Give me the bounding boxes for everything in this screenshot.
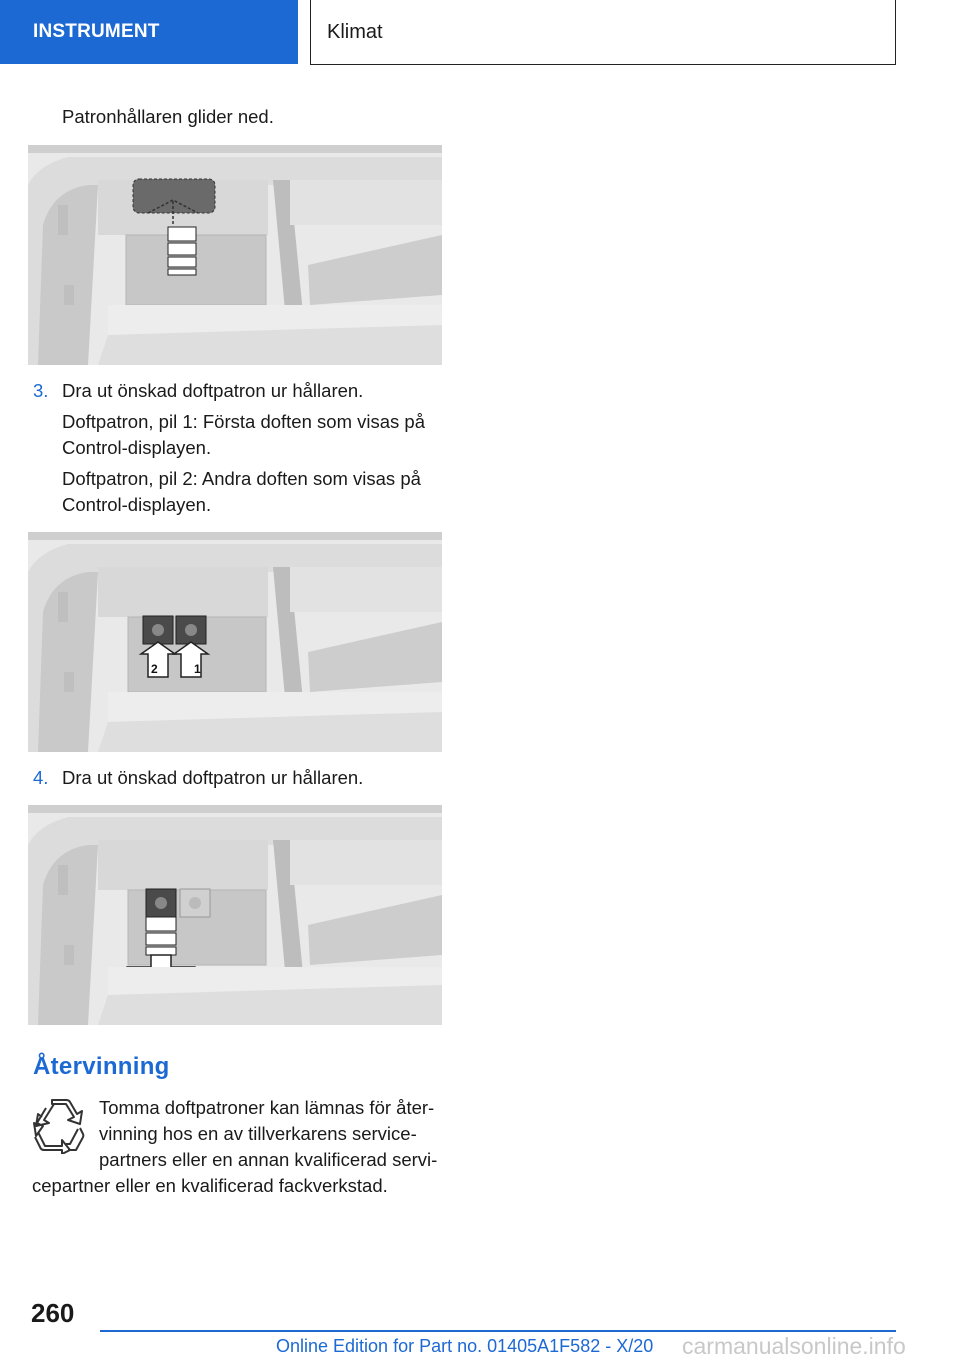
figure-cartridges-arrows [28,532,442,752]
recycling-line-1: Tomma doftpatroner kan lämnas för åter- [99,1097,435,1118]
step3-line-4: Doftpatron, pil 2: Andra doften som visas på [62,468,421,489]
recycling-line-2: vinning hos en av tillverkarens service- [99,1123,417,1144]
recycling-line-4: cepartner eller en kvalificerad fackverkstad. [32,1175,388,1196]
footer-divider [100,1330,896,1332]
figure-arrow-label-2: 2 [151,662,158,676]
header-section-tab[interactable] [0,0,298,64]
watermark: carmanualsonline.info [682,1333,906,1359]
figure-arrow-label-1: 1 [194,662,201,676]
header-chapter-box [310,0,896,65]
section-title-recycling: Återvinning [33,1053,170,1080]
figure-holder-slides-down [28,145,442,365]
recycling-line-3: partners eller en annan kvalificerad servi- [99,1149,438,1170]
page-number: 260 [31,1298,75,1328]
step4-text: Dra ut önskad doftpatron ur hållaren. [62,767,364,788]
step3-line-1: Dra ut önskad doftpatron ur hållaren. [62,380,364,401]
step3-line-2: Doftpatron, pil 1: Första doften som visas på [62,411,425,432]
recycle-icon [32,1098,86,1154]
figure-pull-cartridge [28,805,442,1025]
intro-text: Patronhållaren glider ned. [62,106,274,127]
step-number-4: 4. [33,767,49,788]
footer-edition-link[interactable]: Online Edition for Part no. 01405A1F582 - X/20 [276,1336,654,1356]
step3-line-3: Control-displayen. [62,437,212,458]
step3-line-5: Control-displayen. [62,494,212,515]
step-number-3: 3. [33,380,49,401]
header-section-label: INSTRUMENT [33,21,160,42]
header-chapter-label: Klimat [327,20,383,43]
